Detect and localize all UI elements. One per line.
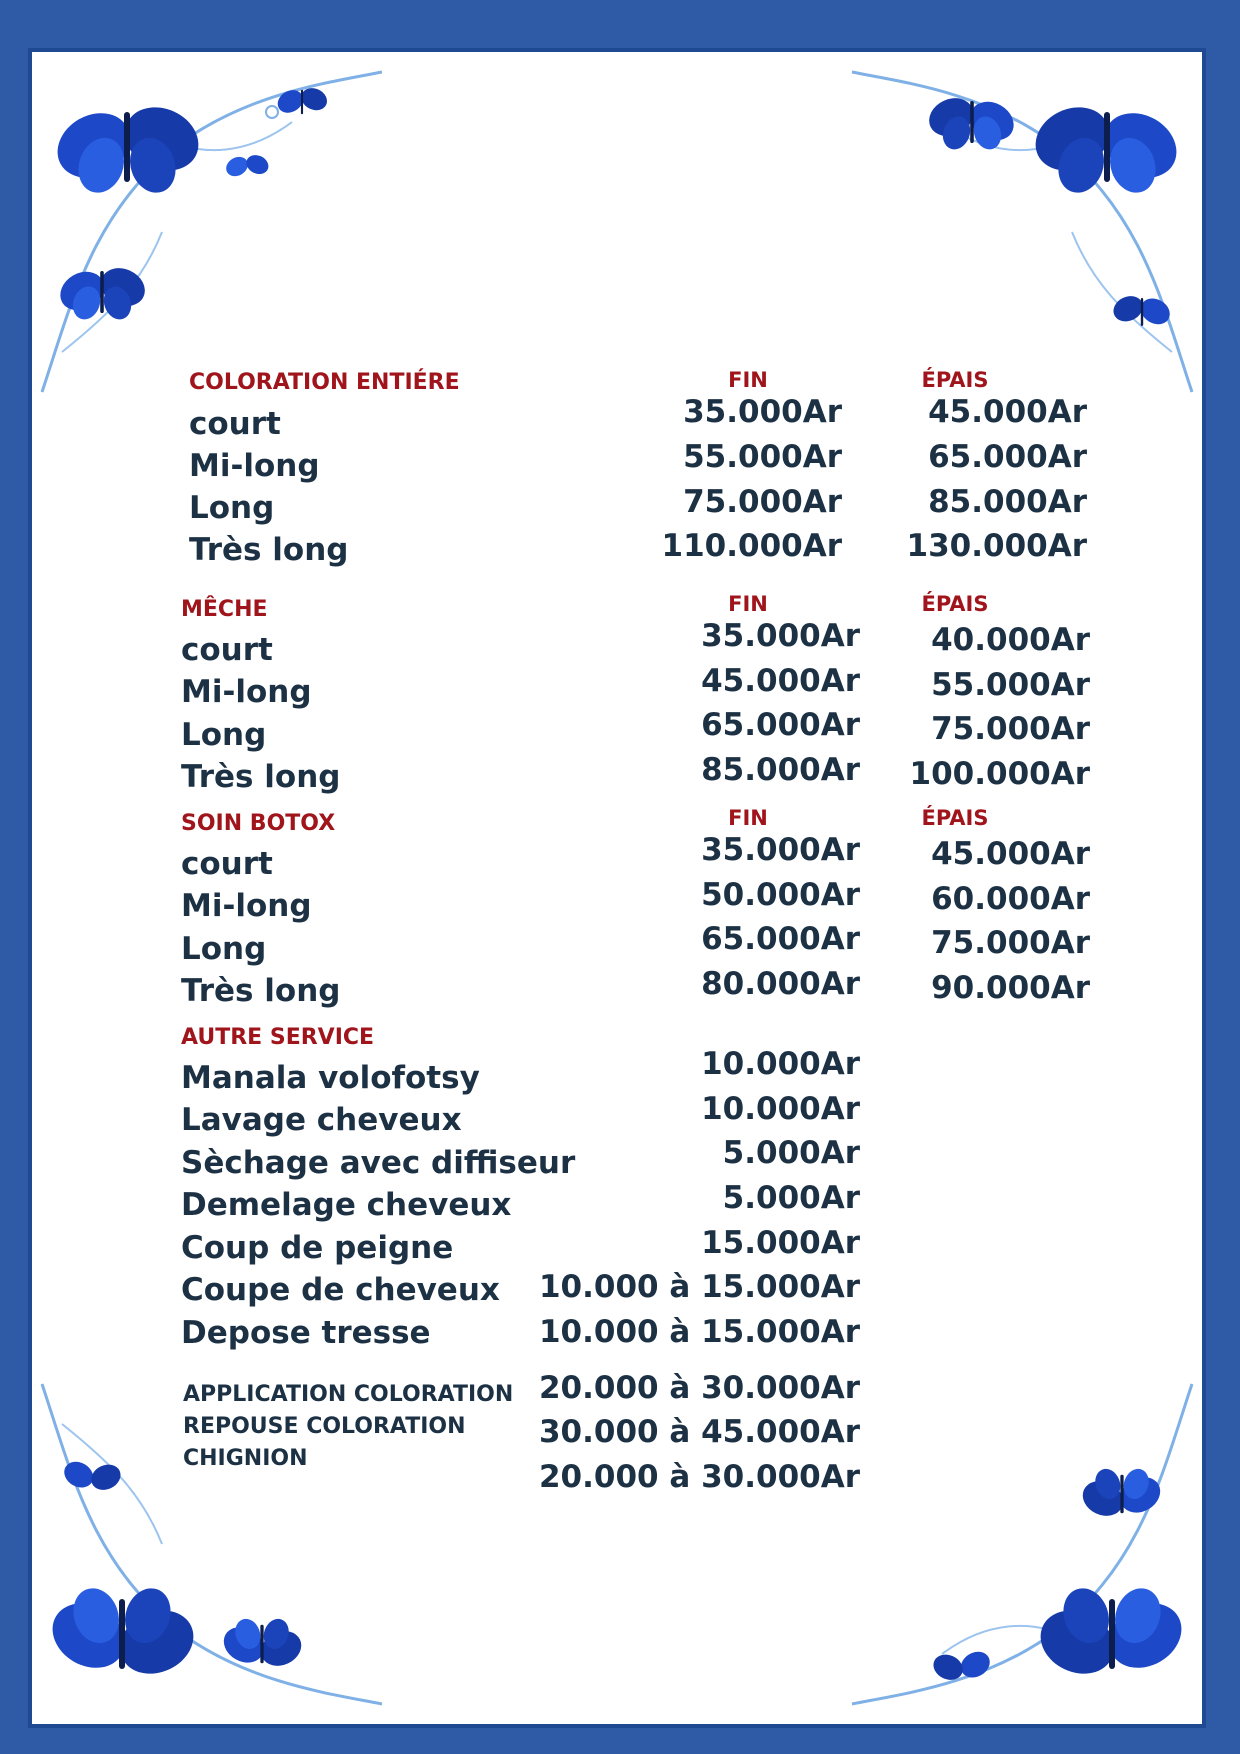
column-header-epais: ÉPAIS xyxy=(921,592,989,616)
column-header-fin: FIN xyxy=(728,368,768,392)
row-label: Mi-long xyxy=(189,448,320,484)
butterfly-ornament-bottom-right xyxy=(842,1364,1202,1724)
price-fin: 85.000Ar xyxy=(701,752,860,788)
price-fin: 65.000Ar xyxy=(701,707,860,743)
service-price: 5.000Ar xyxy=(722,1180,860,1216)
price-epais: 45.000Ar xyxy=(931,836,1090,872)
row-label: court xyxy=(181,846,273,882)
column-header-epais: ÉPAIS xyxy=(921,368,989,392)
price-fin: 50.000Ar xyxy=(701,877,860,913)
butterfly-corner-icon xyxy=(842,52,1202,412)
row-label: Mi-long xyxy=(181,674,312,710)
price-epais: 90.000Ar xyxy=(931,970,1090,1006)
extra-label: CHIGNION xyxy=(183,1446,308,1471)
price-epais: 75.000Ar xyxy=(931,925,1090,961)
row-label: Mi-long xyxy=(181,888,312,924)
row-label: court xyxy=(181,632,273,668)
price-epais: 75.000Ar xyxy=(931,711,1090,747)
butterfly-ornament-top-right xyxy=(842,52,1202,412)
section-title-coloration: COLORATION ENTIÉRE xyxy=(189,370,460,395)
row-label: Long xyxy=(181,931,267,967)
price-fin: 45.000Ar xyxy=(701,663,860,699)
price-epais: 45.000Ar xyxy=(928,394,1087,430)
column-header-fin: FIN xyxy=(728,806,768,830)
service-price: 10.000 à 15.000Ar xyxy=(538,1314,860,1350)
row-label: court xyxy=(189,406,281,442)
extra-price: 20.000 à 30.000Ar xyxy=(538,1370,860,1406)
service-label: Sèchage avec diffiseur xyxy=(181,1145,576,1181)
price-epais: 55.000Ar xyxy=(931,667,1090,703)
service-label: Demelage cheveux xyxy=(181,1187,512,1223)
section-title-autre-service: AUTRE SERVICE xyxy=(181,1025,375,1050)
extra-price: 30.000 à 45.000Ar xyxy=(538,1414,860,1450)
price-fin: 35.000Ar xyxy=(683,394,842,430)
row-label: Très long xyxy=(181,759,341,795)
row-label: Très long xyxy=(189,532,349,568)
section-title-soin-botox: SOIN BOTOX xyxy=(181,811,336,836)
price-fin: 35.000Ar xyxy=(701,618,860,654)
price-fin: 75.000Ar xyxy=(683,484,842,520)
service-price: 15.000Ar xyxy=(701,1225,860,1261)
butterfly-corner-icon xyxy=(32,52,392,412)
service-label: Depose tresse xyxy=(181,1315,431,1351)
row-label: Long xyxy=(181,717,267,753)
service-label: Lavage cheveux xyxy=(181,1102,462,1138)
service-price: 10.000 à 15.000Ar xyxy=(538,1269,860,1305)
price-epais: 85.000Ar xyxy=(928,484,1087,520)
price-fin: 55.000Ar xyxy=(683,439,842,475)
service-label: Coup de peigne xyxy=(181,1230,454,1266)
price-epais: 40.000Ar xyxy=(931,622,1090,658)
service-price: 10.000Ar xyxy=(701,1091,860,1127)
price-fin: 65.000Ar xyxy=(701,921,860,957)
service-price: 10.000Ar xyxy=(701,1046,860,1082)
butterfly-ornament-top-left xyxy=(32,52,392,412)
price-fin: 35.000Ar xyxy=(701,832,860,868)
extra-price: 20.000 à 30.000Ar xyxy=(538,1459,860,1495)
column-header-epais: ÉPAIS xyxy=(921,806,989,830)
butterfly-corner-icon xyxy=(842,1364,1202,1724)
extra-label: REPOUSE COLORATION xyxy=(183,1414,466,1439)
price-epais: 100.000Ar xyxy=(909,756,1090,792)
service-label: Coupe de cheveux xyxy=(181,1272,500,1308)
row-label: Long xyxy=(189,490,275,526)
price-epais: 130.000Ar xyxy=(906,528,1087,564)
price-epais: 65.000Ar xyxy=(928,439,1087,475)
column-header-fin: FIN xyxy=(728,592,768,616)
section-title-meche: MÊCHE xyxy=(181,597,268,622)
price-fin: 110.000Ar xyxy=(661,528,842,564)
price-epais: 60.000Ar xyxy=(931,881,1090,917)
service-price: 5.000Ar xyxy=(722,1135,860,1171)
extra-label: APPLICATION COLORATION xyxy=(183,1382,514,1407)
price-fin: 80.000Ar xyxy=(701,966,860,1002)
price-sheet xyxy=(28,48,1206,1728)
row-label: Très long xyxy=(181,973,341,1009)
service-label: Manala volofotsy xyxy=(181,1060,480,1096)
